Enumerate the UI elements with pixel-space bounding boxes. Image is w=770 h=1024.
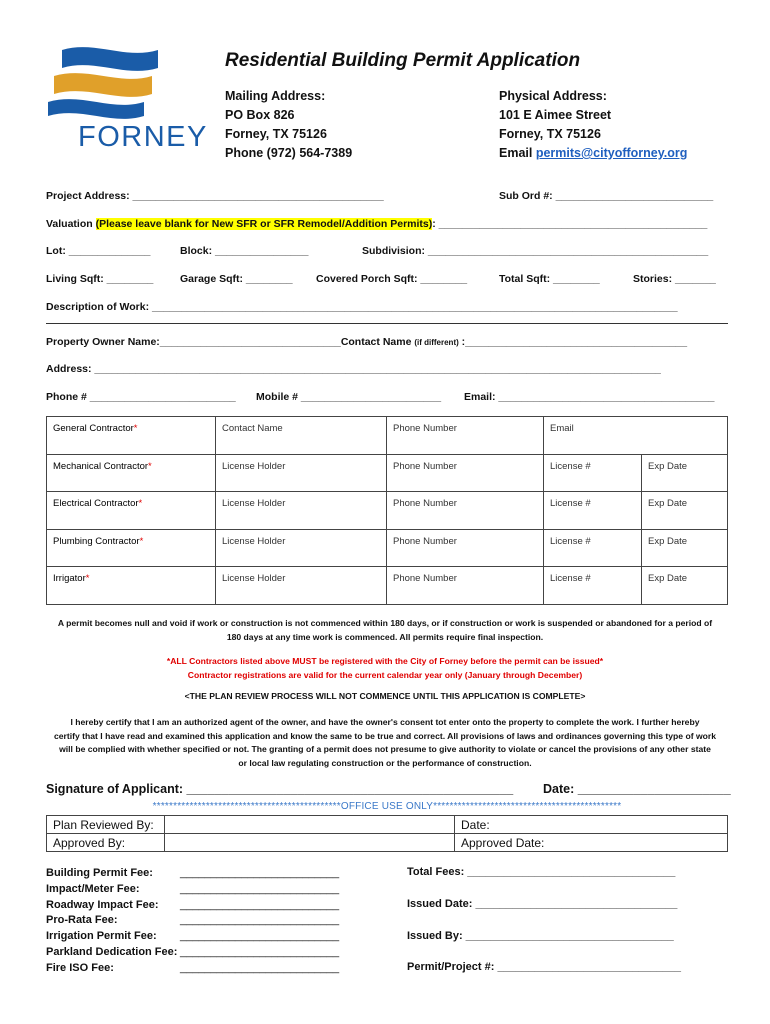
- total-fees-field[interactable]: Total Fees: __________________________________: [407, 866, 676, 878]
- roadway-impact-fee-label: Roadway Impact Fee:: [46, 898, 159, 911]
- plan-reviewed-label: Plan Reviewed By:: [47, 816, 165, 834]
- null-void-notice: A permit becomes null and void if work or construction is not commenced within 180 days, or if construction or work is suspended or abandoned for a period of 180 days at any time work is commenced. All permits require final inspection.: [57, 618, 713, 642]
- owner-contact-row[interactable]: [46, 336, 687, 348]
- phone-number-cell[interactable]: Phone Number: [387, 529, 544, 567]
- if-different-note: (if different): [414, 338, 459, 347]
- phone-field[interactable]: Phone # _________________________: [46, 391, 236, 403]
- issued-by-field[interactable]: Issued By: __________________________________: [407, 930, 674, 942]
- mechanical-contractor-label: Mechanical Contractor*: [47, 454, 216, 492]
- table-row: [47, 417, 728, 455]
- living-sqft-field[interactable]: Living Sqft: ________: [46, 273, 154, 285]
- irrigation-permit-fee-blank[interactable]: __________________________: [180, 930, 340, 943]
- permit-project-field[interactable]: Permit/Project #: ______________________________: [407, 961, 682, 973]
- license-number-cell[interactable]: License #: [544, 454, 642, 492]
- building-permit-fee-label: Building Permit Fee:: [46, 867, 153, 879]
- physical-heading: Physical Address:: [499, 89, 607, 103]
- project-address-field[interactable]: Project Address: ___________________________________________: [46, 190, 384, 202]
- impact-meter-fee-blank[interactable]: __________________________: [180, 882, 340, 895]
- license-number-cell[interactable]: License #: [544, 529, 642, 567]
- table-row: [47, 816, 728, 834]
- signature-date-field[interactable]: Date: ______________________: [543, 782, 731, 796]
- email-link[interactable]: permits@cityofforney.org: [535, 146, 688, 160]
- irrigator-label: Irrigator*: [47, 567, 216, 605]
- plan-review-notice: <THE PLAN REVIEW PROCESS WILL NOT COMMENCE UNTIL THIS APPLICATION IS COMPLETE>: [184, 691, 586, 701]
- physical-email-row: [499, 144, 687, 163]
- table-row: [47, 567, 728, 605]
- email-cell[interactable]: Email: [544, 417, 728, 455]
- plumbing-contractor-label: Plumbing Contractor*: [47, 529, 216, 567]
- total-sqft-field[interactable]: Total Sqft: ________: [499, 273, 600, 285]
- pro-rata-fee-label: Pro-Rata Fee:: [46, 914, 118, 927]
- general-contractor-label: General Contractor*: [47, 417, 216, 455]
- mailing-line2: Forney, TX 75126: [225, 127, 327, 141]
- fee-labels: [46, 866, 177, 977]
- parkland-dedication-fee-blank[interactable]: __________________________: [180, 945, 340, 958]
- building-permit-fee-blank[interactable]: __________________________: [180, 867, 340, 879]
- mobile-field[interactable]: Mobile # ________________________: [256, 391, 442, 403]
- logo-flag-blue-top: [62, 47, 158, 71]
- page-title: Residential Building Permit Application: [225, 50, 581, 71]
- approved-date-label[interactable]: Approved Date:: [455, 834, 728, 852]
- issued-date-field[interactable]: Issued Date: _________________________________: [407, 898, 678, 910]
- exp-date-cell[interactable]: Exp Date: [642, 454, 728, 492]
- pro-rata-fee-blank[interactable]: __________________________: [180, 914, 340, 927]
- contact-name-label: Contact Name: [340, 336, 415, 348]
- sub-ord-field[interactable]: Sub Ord #: ___________________________: [499, 190, 714, 202]
- license-holder-cell[interactable]: License Holder: [216, 567, 387, 605]
- table-row: [47, 834, 728, 852]
- block-field[interactable]: Block: ________________: [180, 245, 309, 257]
- logo-flag-blue-bottom: [48, 99, 144, 119]
- divider: [46, 323, 728, 324]
- review-table: [46, 815, 728, 852]
- mailing-phone: Phone (972) 564-7389: [225, 146, 353, 160]
- plan-reviewed-value[interactable]: [165, 816, 455, 834]
- physical-line2: Forney, TX 75126: [499, 127, 601, 141]
- license-holder-cell[interactable]: License Holder: [216, 454, 387, 492]
- review-date-label[interactable]: Date:: [455, 816, 728, 834]
- certification-text: I hereby certify that I am an authorized agent of the owner, and have the owner's consent tot enter onto the property to complete the work. I further hereby certify that I have read and examined this application and know the same to be true and correct. All provisions of laws and ordinances governing this type of work will be complied with whether specified or not. The granting of a permit does not presume to give authority to violate or cancel the provisions of any other state or local law regulating construction or the performance of construction.: [53, 717, 717, 768]
- exp-date-cell[interactable]: Exp Date: [642, 492, 728, 530]
- irrigation-permit-fee-label: Irrigation Permit Fee:: [46, 930, 157, 943]
- signature-field[interactable]: Signature of Applicant: _______________________________________________: [46, 782, 514, 796]
- table-row: [47, 492, 728, 530]
- phone-number-cell[interactable]: Phone Number: [387, 417, 544, 455]
- exp-date-cell[interactable]: Exp Date: [642, 567, 728, 605]
- table-row: [47, 529, 728, 567]
- license-holder-cell[interactable]: License Holder: [216, 492, 387, 530]
- physical-address: [499, 87, 687, 163]
- registration-notice: *ALL Contractors listed above MUST be registered with the City of Forney before the permit can be issued* Contractor registrations are valid for the current calendar year only (January through December): [166, 656, 604, 680]
- stories-field[interactable]: Stories: _______: [633, 273, 716, 285]
- fire-iso-fee-blank[interactable]: __________________________: [180, 961, 340, 974]
- approved-by-value[interactable]: [165, 834, 455, 852]
- phone-number-cell[interactable]: Phone Number: [387, 454, 544, 492]
- valuation-field[interactable]: [46, 218, 707, 230]
- email-label: Email: [499, 146, 536, 160]
- physical-line1: 101 E Aimee Street: [499, 108, 612, 122]
- license-holder-cell[interactable]: License Holder: [216, 529, 387, 567]
- fire-iso-fee-label: Fire ISO Fee:: [46, 961, 114, 974]
- subdivision-field[interactable]: Subdivision: ________________________________________________: [362, 245, 709, 257]
- parkland-dedication-fee-label: Parkland Dedication Fee:: [46, 945, 178, 958]
- office-use-banner: **********************************************OFFICE USE ONLY**********************************************: [152, 801, 622, 812]
- contact-name-blank: :______________________________________: [458, 336, 688, 348]
- logo-flag-gold: [54, 73, 152, 97]
- mailing-line1: PO Box 826: [225, 108, 295, 122]
- logo-wordmark: FORNEY: [78, 121, 208, 153]
- covered-porch-field[interactable]: Covered Porch Sqft: ________: [316, 273, 468, 285]
- lot-field[interactable]: Lot: ______________: [46, 245, 151, 257]
- license-number-cell[interactable]: License #: [544, 567, 642, 605]
- phone-number-cell[interactable]: Phone Number: [387, 492, 544, 530]
- mailing-address: [225, 87, 352, 163]
- owner-name-field: Property Owner Name:_______________________________: [46, 336, 341, 348]
- contact-name-cell[interactable]: Contact Name: [216, 417, 387, 455]
- valuation-label: Valuation: [46, 218, 96, 230]
- forney-logo: [40, 42, 220, 160]
- fee-blanks: [180, 866, 339, 977]
- valuation-blank: : ______________________________________________: [432, 218, 708, 230]
- description-field[interactable]: Description of Work: __________________________________________________________________________________________: [46, 301, 678, 313]
- phone-number-cell[interactable]: Phone Number: [387, 567, 544, 605]
- valuation-note: (Please leave blank for New SFR or SFR Remodel/Addition Permits): [95, 218, 433, 230]
- electrical-contractor-label: Electrical Contractor*: [47, 492, 216, 530]
- license-number-cell[interactable]: License #: [544, 492, 642, 530]
- owner-address-field[interactable]: Address: _________________________________________________________________________________________________: [46, 363, 661, 375]
- table-row: [47, 454, 728, 492]
- contractors-table: [46, 416, 728, 605]
- owner-email-field[interactable]: Email: _____________________________________: [464, 391, 715, 403]
- exp-date-cell[interactable]: Exp Date: [642, 529, 728, 567]
- mailing-heading: Mailing Address:: [225, 89, 326, 103]
- garage-sqft-field[interactable]: Garage Sqft: ________: [180, 273, 293, 285]
- roadway-impact-fee-blank[interactable]: __________________________: [180, 898, 340, 911]
- approved-by-label: Approved By:: [47, 834, 165, 852]
- impact-meter-fee-label: Impact/Meter Fee:: [46, 882, 140, 895]
